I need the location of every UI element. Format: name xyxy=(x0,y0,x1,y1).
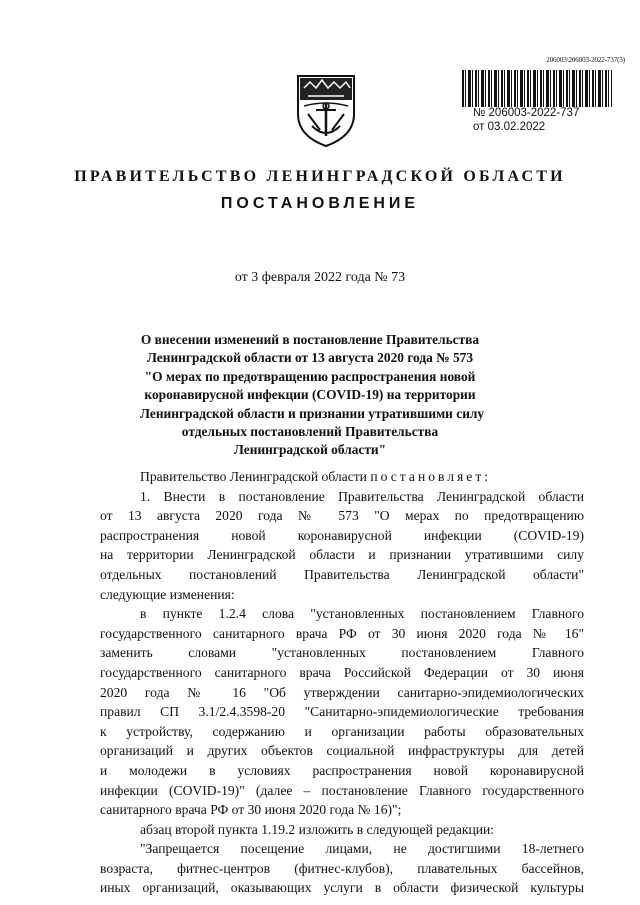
subject-line: Ленинградской области и признании утратившими силу xyxy=(140,405,485,421)
intro-line xyxy=(100,467,584,487)
body-line: иных организаций, оказывающих услуги в области физической культуры xyxy=(100,880,584,896)
government-title: ПРАВИТЕЛЬСТВО ЛЕНИНГРАДСКОЙ ОБЛАСТИ xyxy=(74,168,566,185)
document-body xyxy=(100,467,584,898)
body-line: организаций и других объектов социальной инфраструктуры для детей xyxy=(100,743,584,759)
body-line: возраста, фитнес-центров (фитнес-клубов), плавательных бассейнов, xyxy=(100,860,584,876)
document-subject xyxy=(140,331,485,460)
intro-decree-word: постановляет: xyxy=(370,469,492,484)
subject-line: Ленинградской области от 13 августа 2020 года № 573 xyxy=(146,350,474,366)
body-line: государственного санитарного врача Российской Федерации от 30 июня xyxy=(100,664,584,680)
body-line: заменить словами "установленных постановлением Главного xyxy=(100,645,584,661)
body-line: государственного санитарного врача РФ от 30 июня 2020 года № 16" xyxy=(100,625,584,641)
coat-of-arms-icon xyxy=(294,70,358,150)
body-line: на территории Ленинградской области и признании утратившими силу xyxy=(100,547,584,563)
body-line: распространения новой коронавирусной инфекции (COVID-19) xyxy=(100,527,584,543)
body-line: санитарного врача РФ от 30 июня 2020 года № 16)"; xyxy=(100,802,402,818)
document-type: ПОСТАНОВЛЕНИЕ xyxy=(220,195,420,212)
body-line: отдельных постановлений Правительства Ленинградской области" xyxy=(100,566,584,582)
body-line: правил СП 3.1/2.4.3598-20 "Санитарно-эпидемиологические требования xyxy=(100,704,584,720)
subject-line: О внесении изменений в постановление Правительства xyxy=(140,332,480,347)
intro-prefix: Правительство Ленинградской области xyxy=(140,469,371,484)
body-line: следующие изменения: xyxy=(100,586,235,602)
subject-line: Ленинградской области" xyxy=(233,442,387,458)
document-code: 206003\206003-2022-737(3) xyxy=(546,56,625,64)
subject-line: отдельных постановлений Правительства xyxy=(181,424,439,440)
body-line: 1. Внести в постановление Правительства Ленинградской области xyxy=(140,488,584,504)
body-line: 2020 года № 16 "Об утверждении санитарно-эпидемиологических xyxy=(100,684,584,700)
barcode xyxy=(462,70,612,107)
subject-line: коронавирусной инфекции (COVID-19) на территории xyxy=(144,387,476,403)
registration-date: от 03.02.2022 xyxy=(473,121,546,133)
body-line: абзац второй пункта 1.19.2 изложить в следующей редакции: xyxy=(140,821,495,837)
body-line: от 13 августа 2020 года № 573 "О мерах по предотвращению xyxy=(100,508,584,524)
registration-number: № 206003-2022-737 xyxy=(473,107,580,119)
body-line: инфекции (COVID-19)" (далее – постановление Главного государственного xyxy=(100,782,584,798)
document-date: от 3 февраля 2022 года № 73 xyxy=(234,270,406,285)
body-line: к устройству, содержанию и организации работы образовательных xyxy=(100,723,584,739)
subject-line: "О мерах по предотвращению распространения новой xyxy=(144,368,476,384)
body-line: в пункте 1.2.4 слова "установленных постановлением Главного xyxy=(140,606,584,622)
body-line: и молодежи в условиях распространения новой коронавирусной xyxy=(100,762,584,778)
body-line: "Запрещается посещение лицами, не достигшими 18-летнего xyxy=(140,841,584,857)
